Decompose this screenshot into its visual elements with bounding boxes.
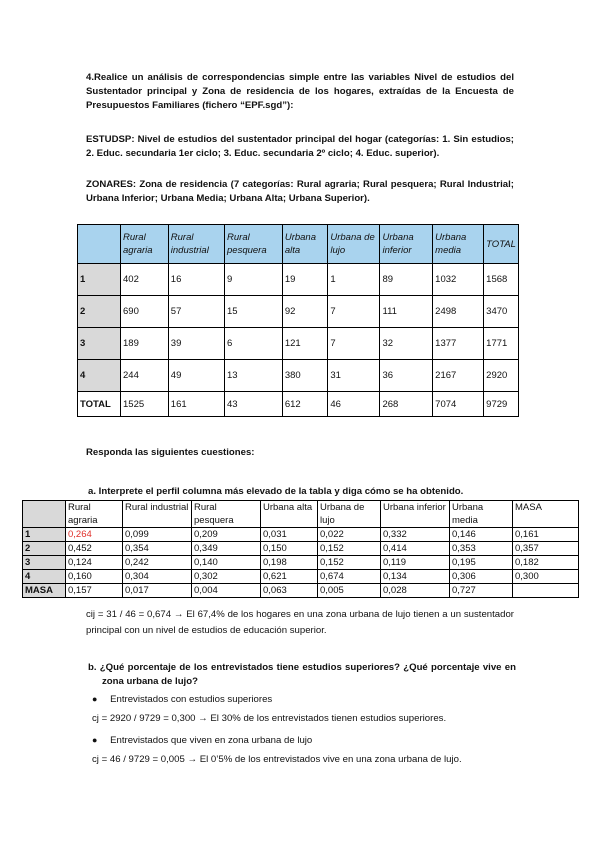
table-cell: 0,302 — [192, 570, 261, 584]
table-cell: 0,063 — [261, 584, 318, 598]
table-cell: 49 — [168, 360, 224, 392]
table-cell: 0,152 — [318, 542, 381, 556]
table-cell: 0,017 — [123, 584, 192, 598]
table-cell: 1568 — [484, 264, 519, 296]
table-cell: 16 — [168, 264, 224, 296]
table-cell: 39 — [168, 328, 224, 360]
bullet-text: Entrevistados con estudios superiores — [110, 694, 273, 705]
table-row — [23, 528, 579, 542]
table-cell: 0,354 — [123, 542, 192, 556]
bullet-text: Entrevistados que viven en zona urbana de lujo — [110, 735, 313, 746]
table-cell: 1525 — [121, 392, 169, 417]
estudsp-description: ESTUDSP: Nivel de estudios del sustentador principal del hogar (categorías: 1. Sin estudios; 2. Educ. secundaria 1er ciclo; 3. Educ. secundaria 2º ciclo; 4. Educ. superior). — [86, 134, 514, 160]
table-cell: 111 — [380, 296, 433, 328]
table-cell: 402 — [121, 264, 169, 296]
row-label: 2 — [78, 296, 121, 328]
table-cell: 244 — [121, 360, 169, 392]
col-header: TOTAL — [484, 225, 519, 264]
table-row — [23, 556, 579, 570]
table-cell: 0,332 — [381, 528, 450, 542]
table-row — [78, 328, 519, 360]
table-cell: 0,157 — [66, 584, 123, 598]
calc-superior: cj = 2920 / 9729 = 0,300 → El 30% de los entrevistados tienen estudios superiores. — [92, 713, 447, 724]
calc-lujo: cj = 46 / 9729 = 0,005 → El 0’5% de los entrevistados vive en una zona urbana de lujo. — [92, 754, 462, 765]
table-cell: 0,124 — [66, 556, 123, 570]
table-cell: 268 — [380, 392, 433, 417]
col-header: Rural agraria — [121, 225, 169, 264]
table-total-row — [78, 392, 519, 417]
table-cell: 0,674 — [318, 570, 381, 584]
table-cell: 1032 — [433, 264, 484, 296]
col-header: Urbana de lujo — [328, 225, 380, 264]
table-cell: 0,353 — [450, 542, 513, 556]
table-cell: 690 — [121, 296, 169, 328]
table-cell: 9729 — [484, 392, 519, 417]
table-row — [78, 264, 519, 296]
table-row — [78, 296, 519, 328]
highlighted-cell: 0,264 — [66, 528, 123, 542]
table-cell: 0,119 — [381, 556, 450, 570]
table-cell: 19 — [282, 264, 328, 296]
table-cell: 31 — [328, 360, 380, 392]
table-cell: 32 — [380, 328, 433, 360]
bullet-icon: ● — [92, 735, 98, 745]
contingency-table — [77, 224, 519, 417]
table-cell: 0,242 — [123, 556, 192, 570]
table-cell: 0,198 — [261, 556, 318, 570]
col-header: Rural industrial — [123, 501, 192, 528]
table-cell: 1377 — [433, 328, 484, 360]
row-label: 1 — [23, 528, 66, 542]
table-cell: 7 — [328, 328, 380, 360]
table-cell — [513, 584, 579, 598]
table-cell: 0,195 — [450, 556, 513, 570]
column-profile-table — [22, 500, 579, 598]
bullet-item — [92, 692, 512, 707]
table-cell: 2167 — [433, 360, 484, 392]
bullet-icon: ● — [92, 694, 98, 704]
bullet-item — [92, 733, 512, 748]
table-cell: 0,134 — [381, 570, 450, 584]
table-cell: 0,357 — [513, 542, 579, 556]
table-cell: 43 — [225, 392, 283, 417]
table-corner-cell — [23, 501, 66, 528]
table-cell: 2920 — [484, 360, 519, 392]
table-cell: 0,031 — [261, 528, 318, 542]
table-cell: 0,306 — [450, 570, 513, 584]
table-corner-cell — [78, 225, 121, 264]
table-cell: 7074 — [433, 392, 484, 417]
table-cell: 46 — [328, 392, 380, 417]
table-cell: 0,300 — [513, 570, 579, 584]
row-label: TOTAL — [78, 392, 121, 417]
table-cell: 0,414 — [381, 542, 450, 556]
table-row — [23, 542, 579, 556]
table-cell: 380 — [282, 360, 328, 392]
row-label: 4 — [78, 360, 121, 392]
table-cell: 0,152 — [318, 556, 381, 570]
row-label: 1 — [78, 264, 121, 296]
table-header-row — [23, 501, 579, 528]
answer-a: cij = 31 / 46 = 0,674 → El 67,4% de los hogares en una zona urbana de lujo tienen a un sustentador principal con un nivel de estudios de educación superior. — [86, 609, 514, 636]
table-cell: 3470 — [484, 296, 519, 328]
table-cell: 0,005 — [318, 584, 381, 598]
table-cell: 2498 — [433, 296, 484, 328]
zonares-description: ZONARES: Zona de residencia (7 categorías: Rural agraria; Rural pesquera; Rural Industrial; Urbana Inferior; Urbana Media; Urbana Alta; Urbana Superior). — [86, 179, 514, 205]
table-cell: 0,161 — [513, 528, 579, 542]
question-b: b. ¿Qué porcentaje de los entrevistados tiene estudios superiores? ¿Qué porcentaje vive en zona urbana de lujo? — [88, 662, 516, 688]
row-label: MASA — [23, 584, 66, 598]
table-cell: 161 — [168, 392, 224, 417]
table-cell: 0,099 — [123, 528, 192, 542]
table-cell: 0,727 — [450, 584, 513, 598]
responda-heading: Responda las siguientes cuestiones: — [86, 447, 255, 458]
table-cell: 0,140 — [192, 556, 261, 570]
table-cell: 0,022 — [318, 528, 381, 542]
row-label: 2 — [23, 542, 66, 556]
table-cell: 0,160 — [66, 570, 123, 584]
col-header: Rural pesquera — [192, 501, 261, 528]
table-cell: 0,621 — [261, 570, 318, 584]
table-cell: 0,150 — [261, 542, 318, 556]
table-cell: 0,304 — [123, 570, 192, 584]
col-header: Urbana alta — [261, 501, 318, 528]
table-cell: 0,028 — [381, 584, 450, 598]
table-row — [23, 584, 579, 598]
table-cell: 0,349 — [192, 542, 261, 556]
col-header: Urbana media — [433, 225, 484, 264]
question-a: a. Interprete el perfil columna más elevado de la tabla y diga cómo se ha obtenido. — [88, 486, 464, 497]
col-header: Rural industrial — [168, 225, 224, 264]
table-cell: 6 — [225, 328, 283, 360]
col-header: Urbana inferior — [380, 225, 433, 264]
table-cell: 612 — [282, 392, 328, 417]
table-cell: 36 — [380, 360, 433, 392]
table-cell: 15 — [225, 296, 283, 328]
table-cell: 57 — [168, 296, 224, 328]
table-row — [78, 360, 519, 392]
col-header: Urbana alta — [282, 225, 328, 264]
row-label: 3 — [78, 328, 121, 360]
row-label: 3 — [23, 556, 66, 570]
question-4: 4.Realice un análisis de correspondencias simple entre las variables Nivel de estudios del Sustentador principal y Zona de residencia de los hogares, extraídas de la Encuesta de Presupuestos Familiares (fichero “EPF.sgd”): — [86, 72, 514, 112]
table-cell: 0,452 — [66, 542, 123, 556]
table-cell: 0,182 — [513, 556, 579, 570]
table-cell: 0,004 — [192, 584, 261, 598]
table-cell: 9 — [225, 264, 283, 296]
table-cell: 92 — [282, 296, 328, 328]
table-cell: 7 — [328, 296, 380, 328]
col-header: Urbana media — [450, 501, 513, 528]
table-cell: 189 — [121, 328, 169, 360]
table-cell: 0,146 — [450, 528, 513, 542]
table-cell: 1 — [328, 264, 380, 296]
col-header: Urbana inferior — [381, 501, 450, 528]
table-cell: 13 — [225, 360, 283, 392]
table-header-row — [78, 225, 519, 264]
table-cell: 89 — [380, 264, 433, 296]
col-header: MASA — [513, 501, 579, 528]
table-cell: 1771 — [484, 328, 519, 360]
table-cell: 121 — [282, 328, 328, 360]
col-header: Rural agraria — [66, 501, 123, 528]
table-row — [23, 570, 579, 584]
table-cell: 0,209 — [192, 528, 261, 542]
col-header: Rural pesquera — [225, 225, 283, 264]
col-header: Urbana de lujo — [318, 501, 381, 528]
row-label: 4 — [23, 570, 66, 584]
